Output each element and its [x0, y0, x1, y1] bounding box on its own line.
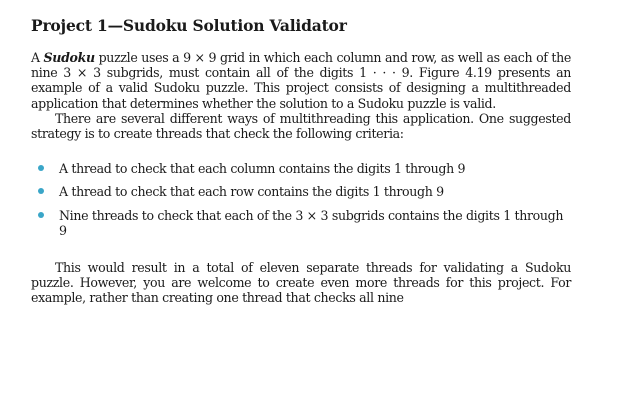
list-item-text: Nine threads to check that each of the 3 × 3 subgrids contains the digits 1 through 9: [59, 207, 564, 238]
intro-after-term: puzzle uses a 9 × 9 grid in which each column and row, as well as each of the nine 3 × 3 subgrids, must contain all of the digits 1 · · · 9. Figure 4.19 presents an example of a valid Sudoku puzzle. This project consists of designing a multithreaded application that determines whether the solution to a Sudoku puzzle is valid.: [31, 50, 571, 111]
bullet-icon: [38, 212, 44, 218]
intro-before-term: A: [31, 50, 44, 65]
bullet-icon: [38, 188, 44, 194]
bullet-icon: [38, 165, 44, 171]
list-item: [31, 161, 571, 176]
intro-paragraph: [31, 50, 571, 111]
sudoku-term: Sudoku: [43, 50, 95, 65]
document-page: [31, 16, 571, 306]
list-item: [31, 184, 571, 199]
project-heading: Project 1—Sudoku Solution Validator: [31, 16, 347, 35]
criteria-list: [31, 161, 571, 238]
list-item-text: A thread to check that each row contains the digits 1 through 9: [59, 184, 444, 200]
strategy-paragraph: There are several different ways of multithreading this application. One suggested strategy is to create threads that check the following criteria:: [31, 110, 571, 142]
closing-paragraph: This would result in a total of eleven separate threads for validating a Sudoku puzzle. However, you are welcome to create even more threads for this project. For example, rather than creating one thread that checks all nine: [31, 260, 571, 306]
list-item-text: A thread to check that each column contains the digits 1 through 9: [59, 161, 466, 177]
list-item: [31, 208, 571, 238]
